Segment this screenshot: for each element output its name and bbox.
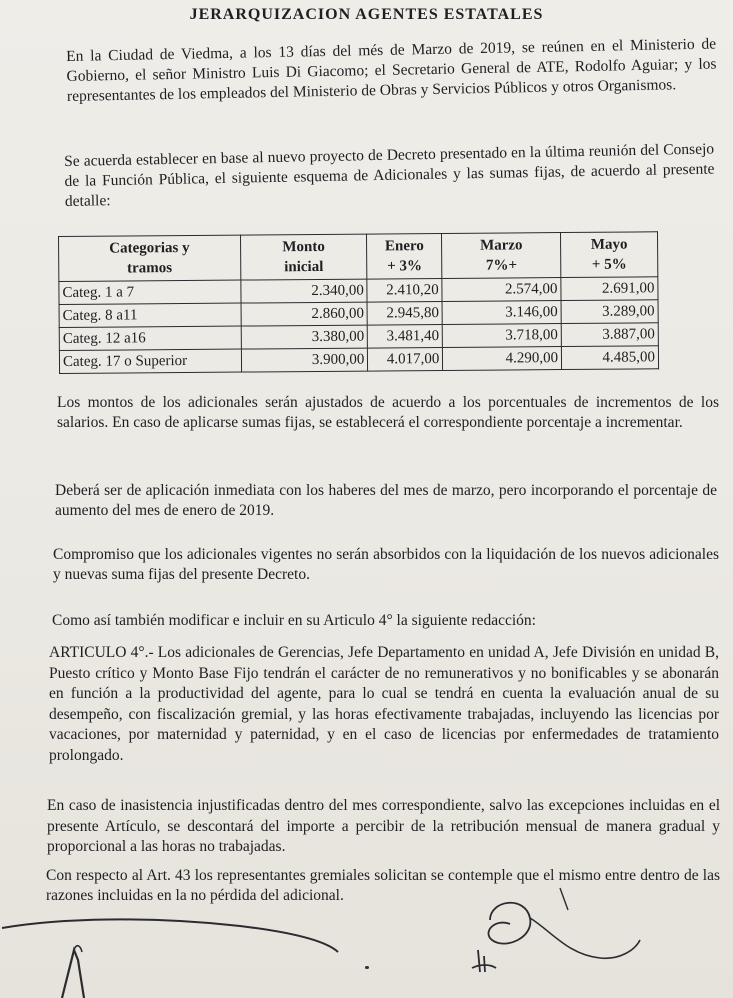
monto-cell: 2.340,00 [240,279,367,303]
additionals-table [58,231,659,374]
mayo-cell: 4.485,00 [561,346,658,370]
mayo-cell: 3.887,00 [561,323,658,347]
monto-cell: 3.900,00 [241,348,368,372]
marzo-cell: 4.290,00 [443,347,562,371]
header-monto-inicial: Monto inicial [240,234,367,280]
articulo-4-paragraph: ARTICULO 4°.- Los adicionales de Gerencias, Jefe Departamento en unidad A, Jefe División en unidad B, Puesto crítico y Monto Base Fijo tendrán el carácter de no remunerativos y no bonificables y se abonarán en función a la productividad del agente, para lo cual se tendrá en cuenta la evaluación anual de su desempeño, con fiscalización gremial, y las horas efectivamente trabajadas, incluyendo las licencias por vacaciones, por maternidad y paternidad, y en el caso de licencias por enfermedades de tratamiento prolongado. [49,644,719,764]
mayo-cell: 2.691,00 [561,277,658,301]
enero-cell: 2.945,80 [367,301,442,325]
table-header-row [59,232,658,282]
modificar-paragraph: Como así también modificar e incluir en su Articulo 4° la siguiente redacción: [52,612,536,629]
category-cell: Categ. 8 a11 [59,303,241,327]
header-mayo: Mayo + 5% [561,232,658,278]
header-categorias: Categorias y tramos [59,235,241,281]
document-title: JERARQUIZACION AGENTES ESTATALES [189,6,544,23]
compromiso-paragraph: Compromiso que los adicionales vigentes no serán absorbidos con la liquidación de los nuevos adicionales y nuevas suma fijas del presente Decreto. [53,546,719,583]
intro-paragraph: En la Ciudad de Viedma, a los 13 días del més de Marzo de 2019, se reúnen en el Ministerio de Gobierno, el señor Ministro Luis Di Giacomo; el Secretario General de ATE, Rodolfo Aguiar; y los representantes de los empleados del Ministerio de Obras y Servicios Públicos y otros Organismos. [66,35,717,105]
table-row [59,346,658,374]
monto-cell: 3.380,00 [241,325,368,349]
marzo-cell: 3.146,00 [442,301,561,325]
signature-left [0,900,340,998]
signature-right [450,880,650,990]
ink-dot [365,966,369,969]
header-marzo: Marzo 7%+ [442,233,561,279]
category-cell: Categ. 17 o Superior [59,349,241,373]
enero-cell: 2.410,20 [367,278,442,302]
inasistencia-paragraph: En caso de inasistencia injustificadas dentro del mes correspondiente, salvo las excepciones incluidas en el presente Artículo, se descontará del importe a percibir de la retribución mensual de manera gradual y proporcional a las horas no trabajadas. [47,797,720,855]
marzo-cell: 3.718,00 [443,324,562,348]
category-cell: Categ. 12 a16 [59,326,241,350]
agreement-paragraph: Se acuerda establecer en base al nuevo proyecto de Decreto presentado en la última reunión del Consejo de la Función Pública, el siguiente esquema de Adicionales y las sumas fijas, de acuerdo al presente detalle: [64,140,715,210]
enero-cell: 4.017,00 [368,347,443,371]
category-cell: Categ. 1 a 7 [59,280,241,304]
header-enero: Enero + 3% [367,233,442,279]
mayo-cell: 3.289,00 [561,300,658,324]
montos-paragraph: Los montos de los adicionales serán ajustados de acuerdo a los porcentuales de incrementos de los salarios. En caso de aplicarse sumas fijas, se establecerá el correspondiente porcentaje a incrementar. [57,394,719,431]
art-43-paragraph: Con respecto al Art. 43 los representantes gremiales solicitan se contemple que el mismo entre dentro de las razones incluidas en la no pérdida del adicional. [46,867,720,904]
enero-cell: 3.481,40 [368,324,443,348]
monto-cell: 2.860,00 [241,302,368,326]
marzo-cell: 2.574,00 [442,278,561,302]
aplicacion-paragraph: Deberá ser de aplicación inmediata con los haberes del mes de marzo, pero incorporando el porcentaje de aumento del mes de enero de 2019. [55,482,717,519]
